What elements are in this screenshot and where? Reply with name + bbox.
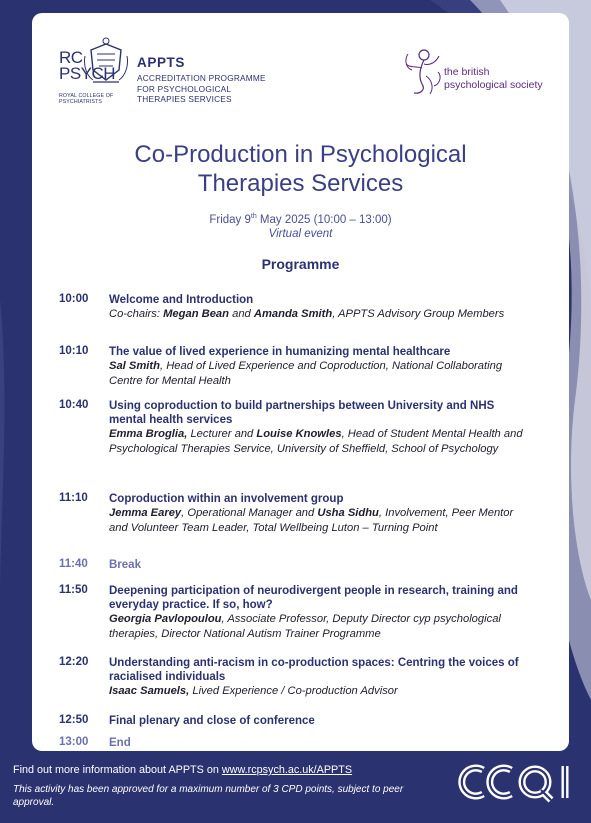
appts-sub3: THERAPIES SERVICES: [137, 94, 232, 104]
speaker-name: Georgia Pavlopoulou: [109, 613, 222, 625]
appts-title: APPTS: [137, 55, 186, 70]
agenda-title: Final plenary and close of conference: [109, 715, 315, 727]
footer-info: [13, 764, 443, 776]
agenda-description: [109, 359, 529, 388]
agenda-desc-post: , APPTS Advisory Group Members: [332, 308, 505, 320]
agenda-description: [109, 506, 529, 535]
agenda-desc-mid: , Operational Manager and: [181, 507, 318, 519]
agenda-time: 11:40: [59, 558, 88, 570]
event-date-rest: May 2025 (10:00 – 13:00): [256, 213, 392, 226]
bps-line2: psychological society: [444, 78, 543, 91]
agenda-desc-post: , Associate Professor, Deputy Director cyp psychological therapies, Director National Autism Trainer Programme: [109, 613, 501, 640]
agenda-desc-pre: Co-chairs:: [109, 308, 164, 320]
agenda-desc-mid: and: [229, 308, 254, 320]
event-date: [32, 213, 569, 226]
speaker-name: Emma Broglia,: [109, 428, 188, 440]
ccqi-logo: [455, 760, 577, 804]
event-day: Friday 9: [209, 213, 251, 226]
title-line1: Co-Production in Psychological: [134, 141, 467, 168]
speaker-name: Jemma Earey: [109, 507, 182, 519]
agenda-time: 10:10: [59, 345, 89, 357]
agenda-desc-mid: Lecturer and: [187, 428, 257, 440]
agenda-desc-post: Lived Experience / Co-production Advisor: [189, 685, 398, 697]
footer-info-text: Find out more information about APPTS on: [13, 764, 222, 776]
appts-logo: [137, 55, 266, 105]
agenda-time: 10:40: [59, 399, 89, 411]
speaker-name: Isaac Samuels,: [109, 685, 190, 697]
cpd-note: This activity has been approved for a maximum number of 3 CPD points, subject to peer approval.: [13, 784, 404, 808]
agenda-time: 13:00: [59, 736, 89, 748]
event-mode: Virtual event: [268, 228, 333, 240]
bps-line1: the british: [444, 66, 490, 78]
agenda-time: 10:00: [59, 293, 89, 305]
agenda-description: [109, 612, 529, 641]
agenda-description: [109, 684, 529, 699]
title-line2: Therapies Services: [197, 170, 404, 197]
agenda-title: End: [109, 737, 131, 749]
speaker-name: Amanda Smith: [253, 308, 333, 320]
bps-logo-text: [444, 66, 543, 91]
programme-heading: Programme: [261, 256, 340, 272]
rc-small2: PSYCHIATRISTS: [59, 99, 102, 105]
ccqi-text: CCQI: [455, 760, 458, 761]
agenda-desc-post: , Head of Student Mental Health and Psychological Therapies Service, University of Sheffield, School of Psychology: [109, 428, 523, 455]
speaker-name: Sal Smith: [109, 360, 160, 372]
appts-link[interactable]: www.rcpsych.ac.uk/APPTS: [221, 764, 353, 776]
rc-line2: PSYCH: [59, 64, 116, 83]
rcpsych-logo: [59, 36, 127, 108]
agenda-desc-post: , Head of Lived Experience and Coproduction, National Collaborating Centre for Mental Health: [109, 360, 503, 387]
footer: [13, 764, 443, 809]
speaker-name: Megan Bean: [163, 308, 229, 320]
agenda-time: 12:20: [59, 656, 89, 668]
rc-line1: RC: [59, 48, 83, 67]
agenda-desc-post: , Involvement, Peer Mentor and Volunteer Team Leader, Total Wellbeing Luton – Turning Point: [109, 507, 514, 534]
page-title: [32, 140, 569, 198]
rc-small1: ROYAL COLLEGE OF: [59, 93, 114, 99]
agenda-title: Welcome and Introduction: [109, 294, 254, 306]
agenda-title: Break: [109, 559, 141, 571]
speaker-name: Louise Knowles: [256, 428, 342, 440]
programme-card: [32, 13, 569, 751]
agenda-time: 11:50: [59, 584, 88, 596]
agenda-time: 11:10: [59, 492, 88, 504]
bps-psyche-icon: [402, 46, 442, 96]
agenda-title: Using coproduction to build partnerships between University and NHS mental health services: [109, 400, 495, 426]
agenda-title: The value of lived experience in humanizing mental healthcare: [109, 346, 451, 358]
agenda-description: [109, 307, 529, 322]
agenda-description: [109, 427, 529, 456]
agenda-title: Deepening participation of neurodivergent people in research, training and everyday practice. If so, how?: [109, 585, 518, 611]
speaker-name: Usha Sidhu: [317, 507, 379, 519]
agenda-time: 12:50: [59, 714, 89, 726]
appts-sub1: ACCREDITATION PROGRAMME: [137, 73, 266, 83]
agenda-title: Understanding anti-racism in co-production spaces: Centring the voices of racialised individuals: [109, 657, 519, 683]
event-day-suffix: th: [250, 213, 257, 220]
agenda-title: Coproduction within an involvement group: [109, 493, 344, 505]
appts-sub2: FOR PSYCHOLOGICAL: [137, 83, 232, 94]
